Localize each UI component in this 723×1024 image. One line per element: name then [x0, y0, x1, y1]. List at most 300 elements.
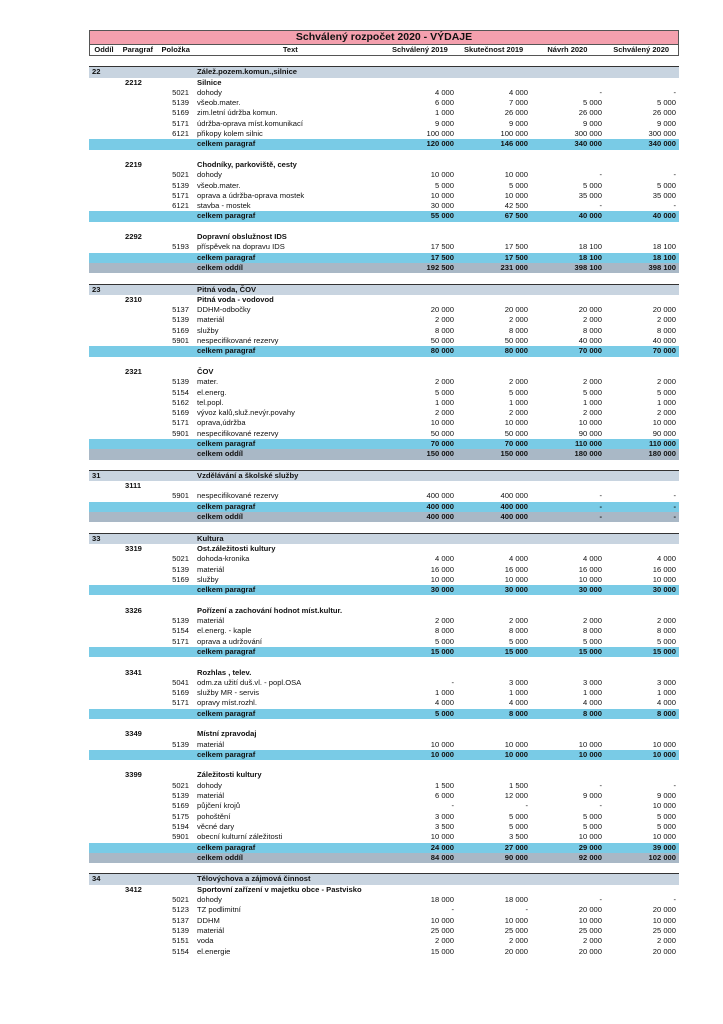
value-skutecnost-2019: 10 000 [504, 574, 528, 584]
value-schvaleny-2019: 15 000 [430, 646, 454, 656]
item-row [89, 201, 679, 211]
polozka-cell [157, 885, 193, 895]
value-schvaleny-2019: 10 000 [430, 832, 454, 842]
item-row [89, 678, 679, 688]
oddil-cell [89, 336, 117, 346]
value-skutecnost-2019 [457, 668, 531, 678]
value-schvaleny-2019 [383, 67, 457, 77]
polozka-cell: 6121 [172, 201, 189, 211]
value-schvaleny-2020: 26 000 [652, 108, 676, 118]
text-cell: celkem paragraf [197, 842, 256, 852]
polozka-cell: 5169 [172, 688, 189, 698]
value-schvaleny-2020: 10 000 [652, 739, 676, 749]
value-schvaleny-2020: 1 000 [656, 688, 676, 698]
oddil-cell [89, 201, 117, 211]
item-row [89, 791, 679, 801]
value-skutecnost-2019: 20 000 [504, 946, 528, 956]
value-schvaleny-2020: 20 000 [652, 305, 676, 315]
value-skutecnost-2019 [457, 606, 531, 616]
spacer-row [89, 56, 679, 66]
text-cell: celkem paragraf [197, 501, 256, 511]
text-cell: věcné dary [197, 821, 235, 831]
value-schvaleny-2019: 400 000 [426, 512, 454, 522]
oddil-cell [89, 740, 117, 750]
polozka-cell [157, 874, 193, 884]
value-schvaleny-2020 [605, 160, 679, 170]
value-skutecnost-2019: 80 000 [504, 346, 528, 356]
item-row [89, 326, 679, 336]
polozka-cell: 5171 [172, 418, 189, 428]
polozka-cell [157, 512, 193, 522]
value-navrh-2020: 70 000 [578, 346, 602, 356]
value-schvaleny-2019 [383, 770, 457, 780]
oddil-cell [89, 449, 117, 459]
value-skutecnost-2019: 2 000 [508, 315, 528, 325]
text-cell: TZ podlimitní [197, 905, 241, 915]
value-skutecnost-2019: 10 000 [504, 915, 528, 925]
paragraf-cell [117, 812, 157, 822]
value-skutecnost-2019: 67 500 [504, 211, 528, 221]
item-row [89, 242, 679, 252]
oddil-cell [89, 616, 117, 626]
polozka-cell: 5139 [172, 564, 189, 574]
value-schvaleny-2020: 18 100 [652, 242, 676, 252]
paragraph-row [89, 770, 679, 780]
paragraph-total-row [89, 439, 679, 449]
oddil-cell [89, 502, 117, 512]
oddil-cell [89, 905, 117, 915]
polozka-cell: 5021 [172, 895, 189, 905]
paragraf-cell [117, 129, 157, 139]
value-navrh-2020: 300 000 [574, 129, 602, 139]
value-navrh-2020: 30 000 [578, 585, 602, 595]
oddil-cell [89, 832, 117, 842]
value-schvaleny-2019: - [451, 905, 454, 915]
oddil-cell [89, 263, 117, 273]
polozka-cell: 5169 [172, 801, 189, 811]
oddil-cell [89, 191, 117, 201]
value-navrh-2020: 10 000 [578, 574, 602, 584]
value-skutecnost-2019: 400 000 [500, 491, 528, 501]
value-skutecnost-2019 [457, 885, 531, 895]
text-cell: stavba - mostek [197, 201, 251, 211]
value-schvaleny-2020: 5 000 [656, 387, 676, 397]
text-cell: dohody [197, 170, 222, 180]
paragraf-cell: 2310 [125, 294, 142, 304]
polozka-cell [157, 668, 193, 678]
value-skutecnost-2019: 17 500 [504, 242, 528, 252]
value-navrh-2020: 10 000 [578, 915, 602, 925]
value-skutecnost-2019: 15 000 [504, 646, 528, 656]
item-row [89, 895, 679, 905]
paragraf-cell [117, 936, 157, 946]
paragraf-cell [117, 285, 157, 295]
value-schvaleny-2019: 20 000 [430, 305, 454, 315]
value-schvaleny-2020: 16 000 [652, 564, 676, 574]
value-schvaleny-2019 [383, 78, 457, 88]
text-cell: celkem paragraf [197, 211, 256, 221]
text-cell: Tělovýchova a zájmová činnost [197, 874, 311, 884]
polozka-cell: 5021 [172, 87, 189, 97]
value-skutecnost-2019: 7 000 [508, 98, 528, 108]
value-schvaleny-2020 [605, 481, 679, 491]
text-cell: materiál [197, 564, 225, 574]
item-row [89, 905, 679, 915]
item-row [89, 626, 679, 636]
oddil-cell [89, 895, 117, 905]
polozka-cell: 5137 [172, 915, 189, 925]
polozka-cell: 5171 [172, 118, 189, 128]
value-navrh-2020: - [599, 512, 602, 522]
value-skutecnost-2019 [457, 770, 531, 780]
item-row [89, 926, 679, 936]
value-skutecnost-2019 [457, 67, 531, 77]
text-cell: všeob.mater. [197, 180, 241, 190]
value-schvaleny-2020: 102 000 [648, 852, 676, 862]
value-schvaleny-2020 [605, 367, 679, 377]
paragraf-cell [117, 698, 157, 708]
value-skutecnost-2019: 10 000 [504, 190, 528, 200]
value-schvaleny-2019: 1 000 [434, 397, 454, 407]
value-skutecnost-2019: 26 000 [504, 108, 528, 118]
value-skutecnost-2019 [457, 471, 531, 481]
paragraf-cell [117, 98, 157, 108]
polozka-cell: 5901 [172, 491, 189, 501]
value-schvaleny-2020: - [673, 491, 676, 501]
value-navrh-2020: 9 000 [582, 118, 602, 128]
item-row [89, 429, 679, 439]
value-schvaleny-2020: 2 000 [656, 315, 676, 325]
value-navrh-2020: 8 000 [582, 708, 602, 718]
polozka-cell: 5171 [172, 636, 189, 646]
value-navrh-2020: 1 000 [582, 688, 602, 698]
polozka-cell: 5162 [172, 397, 189, 407]
value-skutecnost-2019: 70 000 [504, 438, 528, 448]
polozka-cell [157, 481, 193, 491]
value-schvaleny-2020: 4 000 [656, 554, 676, 564]
column-header [89, 44, 679, 56]
paragraf-cell [117, 832, 157, 842]
text-cell: dohoda-kronika [197, 554, 250, 564]
value-schvaleny-2019: 1 500 [434, 780, 454, 790]
polozka-cell: 5139 [172, 616, 189, 626]
value-schvaleny-2019: 10 000 [430, 915, 454, 925]
paragraf-cell [117, 616, 157, 626]
value-skutecnost-2019: 4 000 [508, 554, 528, 564]
value-skutecnost-2019: 3 500 [508, 832, 528, 842]
paragraph-row [89, 367, 679, 377]
paragraf-cell [117, 170, 157, 180]
value-navrh-2020: 29 000 [578, 842, 602, 852]
value-skutecnost-2019: 5 000 [508, 180, 528, 190]
polozka-cell: 5021 [172, 780, 189, 790]
value-schvaleny-2020: 8 000 [656, 708, 676, 718]
text-cell: celkem paragraf [197, 139, 256, 149]
polozka-cell [157, 139, 193, 149]
text-cell: celkem paragraf [197, 438, 256, 448]
polozka-cell: 5154 [172, 387, 189, 397]
text-cell: celkem oddíl [197, 449, 244, 459]
paragraph-total-row [89, 750, 679, 760]
value-schvaleny-2019: 4 000 [434, 87, 454, 97]
text-cell: Ost.záležitosti kultury [197, 543, 276, 553]
value-skutecnost-2019: 5 000 [508, 811, 528, 821]
text-cell: celkem oddíl [197, 262, 244, 272]
value-navrh-2020: - [599, 501, 602, 511]
value-skutecnost-2019: 25 000 [504, 925, 528, 935]
item-row [89, 98, 679, 108]
value-navrh-2020 [531, 232, 605, 242]
value-skutecnost-2019: 4 000 [508, 698, 528, 708]
value-schvaleny-2019: 5 000 [434, 636, 454, 646]
value-skutecnost-2019: 8 000 [508, 626, 528, 636]
item-row [89, 781, 679, 791]
value-schvaleny-2020: 20 000 [652, 905, 676, 915]
oddil-cell [89, 160, 117, 170]
value-schvaleny-2020: 3 000 [656, 677, 676, 687]
paragraf-cell: 2292 [125, 232, 142, 242]
text-cell: služby [197, 325, 219, 335]
value-schvaleny-2019: 10 000 [430, 418, 454, 428]
oddil-cell [89, 709, 117, 719]
value-skutecnost-2019: 9 000 [508, 118, 528, 128]
polozka-cell [157, 263, 193, 273]
oddil-cell: 33 [92, 533, 101, 543]
value-schvaleny-2020: 8 000 [656, 626, 676, 636]
value-navrh-2020 [531, 295, 605, 305]
oddil-cell [89, 801, 117, 811]
text-cell: materiál [197, 925, 225, 935]
polozka-cell [157, 253, 193, 263]
value-schvaleny-2020: 340 000 [648, 139, 676, 149]
paragraf-cell [117, 791, 157, 801]
oddil-cell [89, 565, 117, 575]
value-schvaleny-2020: 10 000 [652, 801, 676, 811]
value-schvaleny-2019: 150 000 [426, 449, 454, 459]
polozka-cell: 5175 [172, 811, 189, 821]
paragraf-cell: 3412 [125, 884, 142, 894]
value-schvaleny-2020: 15 000 [652, 646, 676, 656]
oddil-cell [89, 429, 117, 439]
text-cell: Sportovní zařízení v majetku obce - Pastvisko [197, 884, 362, 894]
polozka-cell: 5901 [172, 336, 189, 346]
value-navrh-2020: 26 000 [578, 108, 602, 118]
oddil-cell [89, 822, 117, 832]
paragraf-cell [117, 191, 157, 201]
value-schvaleny-2020: 70 000 [652, 346, 676, 356]
paragraph-total-row [89, 647, 679, 657]
value-schvaleny-2019: 30 000 [430, 201, 454, 211]
oddil-cell [89, 947, 117, 957]
col-skutecnost-2019: Skutečnost 2019 [464, 45, 524, 54]
text-cell: vývoz kalů,služ.nevýr.povahy [197, 408, 295, 418]
text-cell: celkem paragraf [197, 346, 256, 356]
value-navrh-2020: 20 000 [578, 305, 602, 315]
oddil-cell [89, 885, 117, 895]
text-cell: celkem paragraf [197, 708, 256, 718]
value-schvaleny-2020 [605, 534, 679, 544]
oddil-cell [89, 606, 117, 616]
polozka-cell [157, 853, 193, 863]
value-navrh-2020: 10 000 [578, 418, 602, 428]
oddil-cell [89, 367, 117, 377]
value-schvaleny-2019 [383, 606, 457, 616]
text-cell: Místní zpravodaj [197, 729, 257, 739]
polozka-cell: 5139 [172, 98, 189, 108]
value-schvaleny-2019: 6 000 [434, 791, 454, 801]
value-schvaleny-2019: 15 000 [430, 946, 454, 956]
polozka-cell: 5021 [172, 170, 189, 180]
oddil-cell [89, 791, 117, 801]
paragraf-cell [117, 305, 157, 315]
oddil-cell [89, 843, 117, 853]
value-schvaleny-2019: 400 000 [426, 501, 454, 511]
value-skutecnost-2019: 400 000 [500, 501, 528, 511]
section-row [89, 66, 679, 77]
value-navrh-2020 [531, 874, 605, 884]
value-schvaleny-2019 [383, 367, 457, 377]
value-schvaleny-2020 [605, 285, 679, 295]
text-cell: odm.za užití duš.vl. - popl.OSA [197, 677, 302, 687]
value-schvaleny-2019: 3 500 [434, 821, 454, 831]
section-row [89, 873, 679, 884]
polozka-cell [157, 729, 193, 739]
oddil-cell: 22 [92, 67, 101, 77]
polozka-cell: 5137 [172, 305, 189, 315]
budget-sheet [89, 30, 679, 957]
paragraph-row [89, 885, 679, 895]
polozka-cell: 5154 [172, 946, 189, 956]
item-row [89, 616, 679, 626]
text-cell: tel.popl. [197, 397, 224, 407]
value-schvaleny-2019: 70 000 [430, 438, 454, 448]
polozka-cell: 5021 [172, 554, 189, 564]
oddil-cell [89, 647, 117, 657]
value-navrh-2020: - [599, 895, 602, 905]
paragraf-cell: 2321 [125, 366, 142, 376]
oddil-cell [89, 812, 117, 822]
value-navrh-2020: 5 000 [582, 98, 602, 108]
value-schvaleny-2020: 20 000 [652, 946, 676, 956]
paragraf-cell [117, 388, 157, 398]
value-navrh-2020: - [599, 780, 602, 790]
polozka-cell [157, 439, 193, 449]
col-navrh-2020: Návrh 2020 [547, 45, 588, 54]
col-text: Text [282, 45, 298, 54]
item-row [89, 336, 679, 346]
oddil-cell [89, 575, 117, 585]
value-schvaleny-2019: 17 500 [430, 242, 454, 252]
text-cell: příspěvek na dopravu IDS [197, 242, 285, 252]
value-navrh-2020: 1 000 [582, 397, 602, 407]
value-schvaleny-2020: 2 000 [656, 408, 676, 418]
text-cell: Pitná voda, ČOV [197, 284, 257, 294]
value-skutecnost-2019: 16 000 [504, 564, 528, 574]
paragraf-cell [117, 211, 157, 221]
paragraf-cell [117, 874, 157, 884]
value-skutecnost-2019 [457, 295, 531, 305]
spacer-row [89, 273, 679, 283]
item-row [89, 812, 679, 822]
text-cell: materiál [197, 616, 225, 626]
oddil-cell [89, 554, 117, 564]
item-row [89, 88, 679, 98]
paragraf-cell: 3341 [125, 667, 142, 677]
paragraf-cell: 3349 [125, 729, 142, 739]
value-schvaleny-2019: 2 000 [434, 936, 454, 946]
value-schvaleny-2019: 50 000 [430, 428, 454, 438]
polozka-cell [157, 78, 193, 88]
oddil-cell [89, 211, 117, 221]
value-skutecnost-2019 [457, 874, 531, 884]
paragraph-total-row [89, 709, 679, 719]
value-schvaleny-2020: 10 000 [652, 749, 676, 759]
value-schvaleny-2020: 2 000 [656, 616, 676, 626]
item-row [89, 108, 679, 118]
value-navrh-2020 [531, 481, 605, 491]
text-cell: materiál [197, 791, 225, 801]
value-navrh-2020 [531, 160, 605, 170]
value-skutecnost-2019: 2 000 [508, 936, 528, 946]
value-schvaleny-2020: 18 100 [652, 252, 676, 262]
spacer-row [89, 150, 679, 160]
paragraf-cell [117, 781, 157, 791]
col-schvaleny-2020: Schválený 2020 [613, 45, 670, 54]
text-cell [193, 481, 383, 491]
paragraf-cell [117, 905, 157, 915]
text-cell: DDHM-odbočky [197, 305, 251, 315]
item-row [89, 698, 679, 708]
oddil-cell [89, 119, 117, 129]
value-schvaleny-2020 [605, 874, 679, 884]
paragraf-cell [117, 439, 157, 449]
text-cell: dohody [197, 87, 222, 97]
value-skutecnost-2019: 50 000 [504, 336, 528, 346]
value-schvaleny-2019: 55 000 [430, 211, 454, 221]
value-schvaleny-2020: 9 000 [656, 118, 676, 128]
oddil-cell [89, 781, 117, 791]
paragraf-cell: 3111 [125, 481, 142, 491]
oddil-cell [89, 512, 117, 522]
polozka-cell [157, 770, 193, 780]
text-cell: oprava a údržba-oprava mostek [197, 190, 305, 200]
polozka-cell [157, 285, 193, 295]
value-schvaleny-2019: 192 500 [426, 262, 454, 272]
text-cell: materiál [197, 739, 225, 749]
polozka-cell: 5193 [172, 242, 189, 252]
spacer-row [89, 760, 679, 770]
text-cell: služby [197, 574, 219, 584]
value-skutecnost-2019: 3 000 [508, 677, 528, 687]
value-schvaleny-2020: 35 000 [652, 190, 676, 200]
value-navrh-2020: 2 000 [582, 377, 602, 387]
paragraf-cell [117, 119, 157, 129]
value-navrh-2020: 3 000 [582, 677, 602, 687]
oddil-cell [89, 544, 117, 554]
polozka-cell [157, 750, 193, 760]
value-schvaleny-2019: 17 500 [430, 252, 454, 262]
text-cell: Dopravní obslužnost IDS [197, 232, 287, 242]
table-body [89, 56, 679, 957]
item-row [89, 801, 679, 811]
value-schvaleny-2019: 24 000 [430, 842, 454, 852]
value-skutecnost-2019 [457, 729, 531, 739]
text-cell: celkem oddíl [197, 852, 244, 862]
polozka-cell: 5194 [172, 821, 189, 831]
paragraf-cell [117, 377, 157, 387]
oddil-cell [89, 439, 117, 449]
value-schvaleny-2019: 5 000 [434, 708, 454, 718]
